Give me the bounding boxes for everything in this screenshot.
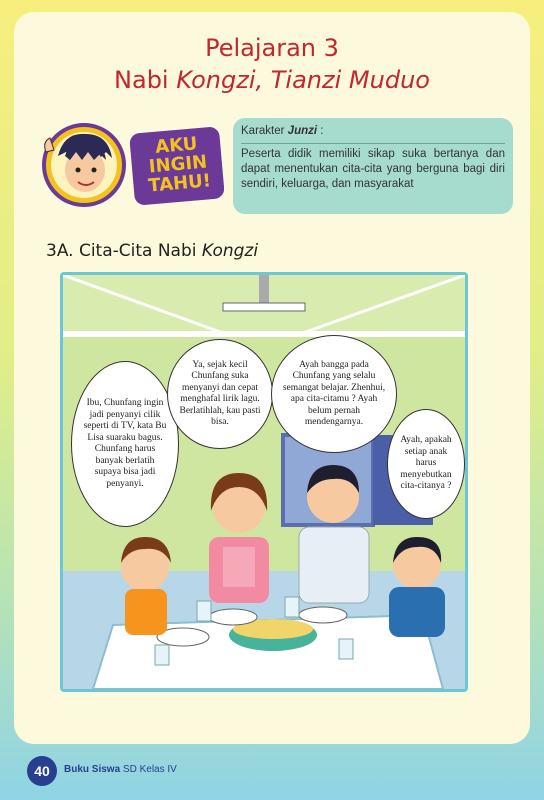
- section-heading: 3A. Cita-Cita Nabi Kongzi: [46, 241, 259, 261]
- goal-divider: [241, 143, 505, 144]
- aku-ingin-tahu-mascot: [40, 122, 224, 208]
- speech-bubble-father: Ayah bangga pada Chunfang yang selalu semangat belajar. Zhenhui, apa cita-citamu ? Ayah belum pernah mendengarnya.: [271, 335, 397, 453]
- learning-goal-box: [233, 118, 513, 214]
- speech-bubble-girl: Ibu, Chunfang ingin jadi penyanyi cilik seperti di TV, kata Bu Lisa suaraku bagus. Chunfang harus banyak berlatih supaya bisa jadi penyanyi.: [71, 361, 179, 527]
- lesson-number: Pelajaran 3: [205, 34, 339, 62]
- lesson-title: Nabi Kongzi, Tianzi Muduo: [114, 66, 430, 94]
- speech-bubble-mother: Ya, sejak kecil Chunfang suka menyanyi dan cepat menghafal lirik lagu. Berlatihlah, kau pasti bisa.: [167, 339, 273, 449]
- page-number: 40: [27, 756, 57, 786]
- goal-text: Peserta didik memiliki sikap suka bertanya dan dapat menentukan cita-cita yang berguna bagi diri sendiri, keluarga, dan masyarakat: [241, 148, 505, 190]
- family-dinner-illustration: [60, 272, 468, 692]
- mascot-badge: AKU INGIN TAHU!: [147, 133, 212, 197]
- goal-label: Karakter Junzi :: [241, 125, 324, 137]
- footer-book-title: Buku Siswa SD Kelas IV: [64, 764, 177, 775]
- speech-bubble-boy: Ayah, apakah setiap anak harus menyebutkan cita-citanya ?: [387, 409, 465, 519]
